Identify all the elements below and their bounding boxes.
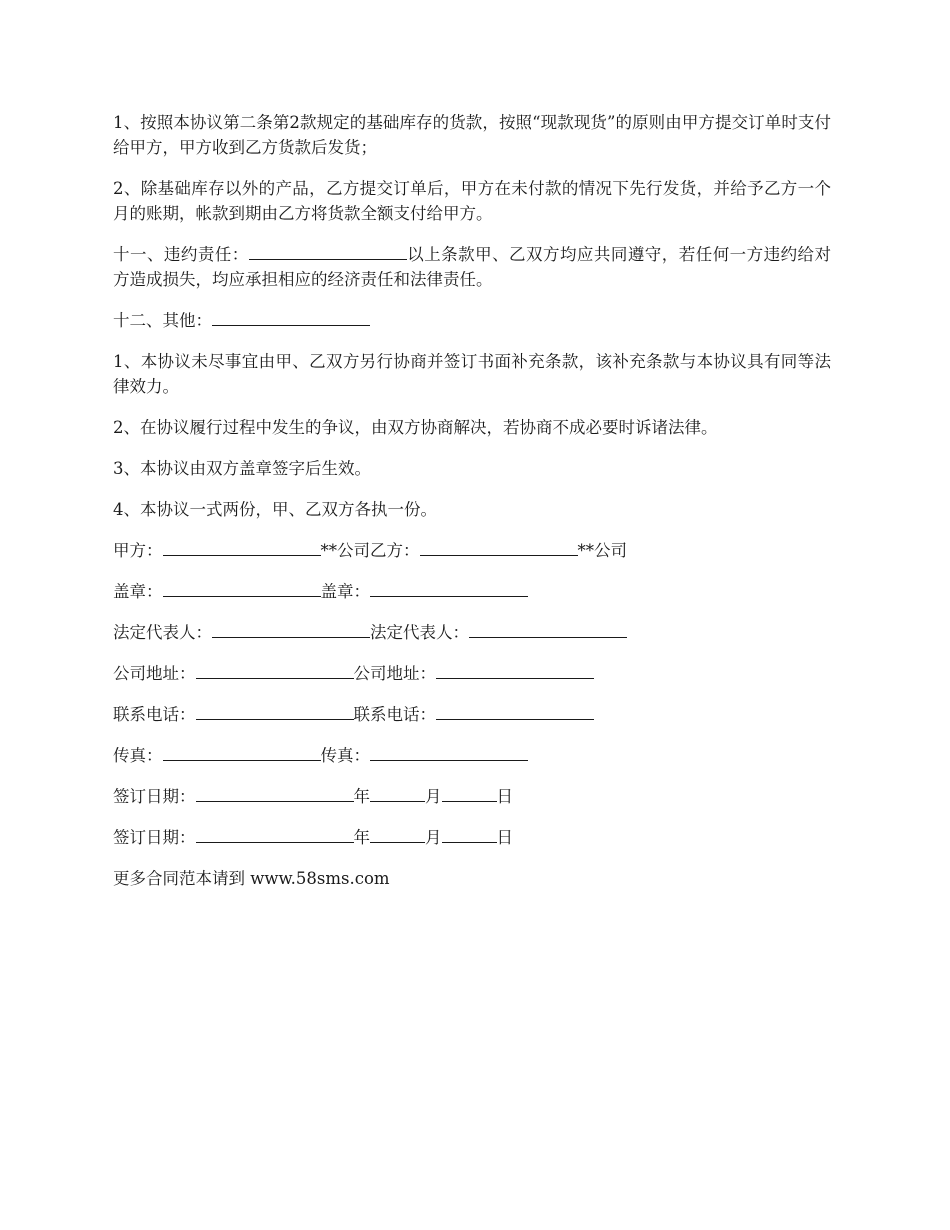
address-blank-b (436, 662, 594, 679)
party-a-company: **公司 (320, 541, 370, 560)
section-11-label: 十一、违约责任： (113, 245, 249, 264)
contract-page (113, 110, 831, 907)
month-label: 月 (425, 828, 442, 847)
month-blank (370, 826, 425, 843)
fax-blank-b (370, 744, 528, 761)
year-label: 年 (353, 828, 370, 847)
legal-rep-label-a: 法定代表人： (113, 623, 212, 642)
sign-date-row-1 (113, 784, 831, 809)
payment-clause-1: 1、按照本协议第二条第2款规定的基础库存的货款，按照“现款现货”的原则由甲方提交订单时支付给甲方，甲方收到乙方货款后发货； (113, 113, 831, 157)
year-label: 年 (353, 787, 370, 806)
address-label-b: 公司地址： (353, 664, 436, 683)
phone-blank-a (196, 703, 354, 720)
phone-blank-b (436, 703, 594, 720)
legal-rep-blank-b (469, 621, 627, 638)
day-label: 日 (496, 787, 513, 806)
section-12-label: 十二、其他： (113, 311, 212, 330)
section-12-blank (212, 309, 370, 326)
party-b-company: **公司 (577, 541, 627, 560)
party-row (113, 538, 831, 563)
address-row (113, 661, 831, 686)
address-label-a: 公司地址： (113, 664, 196, 683)
party-b-blank (420, 539, 578, 556)
fax-label-a: 传真： (113, 746, 163, 765)
sign-date-label: 签订日期： (113, 828, 196, 847)
phone-label-b: 联系电话： (353, 705, 436, 724)
section-12-other (113, 308, 831, 333)
month-blank (370, 785, 425, 802)
sign-date-blank (196, 785, 354, 802)
day-blank (442, 826, 497, 843)
day-blank (442, 785, 497, 802)
seal-label-b: 盖章： (320, 582, 370, 601)
other-clause-1: 1、本协议未尽事宜由甲、乙双方另行协商并签订书面补充条款，该补充条款与本协议具有同等法律效力。 (113, 352, 831, 396)
legal-rep-row (113, 620, 831, 645)
fax-blank-a (163, 744, 321, 761)
sign-date-row-2 (113, 825, 831, 850)
seal-blank-b (370, 580, 528, 597)
month-label: 月 (425, 787, 442, 806)
sign-date-blank (196, 826, 354, 843)
seal-row (113, 579, 831, 604)
other-clause-4: 4、本协议一式两份，甲、乙双方各执一份。 (113, 500, 437, 519)
phone-label-a: 联系电话： (113, 705, 196, 724)
section-11-breach-liability (113, 242, 831, 292)
fax-label-b: 传真： (320, 746, 370, 765)
section-11-blank (249, 243, 407, 260)
address-blank-a (196, 662, 354, 679)
day-label: 日 (496, 828, 513, 847)
payment-clause-2: 2、除基础库存以外的产品，乙方提交订单后，甲方在未付款的情况下先行发货，并给予乙方一个月的账期，帐款到期由乙方将货款全额支付给甲方。 (113, 179, 831, 223)
sign-date-label: 签订日期： (113, 787, 196, 806)
section-11-text: 以上条款甲、乙双方均应共同遵守，若任何一方违约给对方造成损失，均应承担相应的经济责任和法律责任。 (113, 245, 832, 289)
party-a-blank (163, 539, 321, 556)
legal-rep-label-b: 法定代表人： (370, 623, 469, 642)
seal-blank-a (163, 580, 321, 597)
other-clause-2: 2、在协议履行过程中发生的争议，由双方协商解决，若协商不成必要时诉诸法律。 (113, 418, 718, 437)
party-a-label: 甲方： (113, 541, 163, 560)
legal-rep-blank-a (212, 621, 370, 638)
footer-more-templates: 更多合同范本请到 www.58sms.com (113, 869, 390, 888)
fax-row (113, 743, 831, 768)
party-b-label: 乙方： (370, 541, 420, 560)
phone-row (113, 702, 831, 727)
seal-label-a: 盖章： (113, 582, 163, 601)
other-clause-3: 3、本协议由双方盖章签字后生效。 (113, 459, 371, 478)
